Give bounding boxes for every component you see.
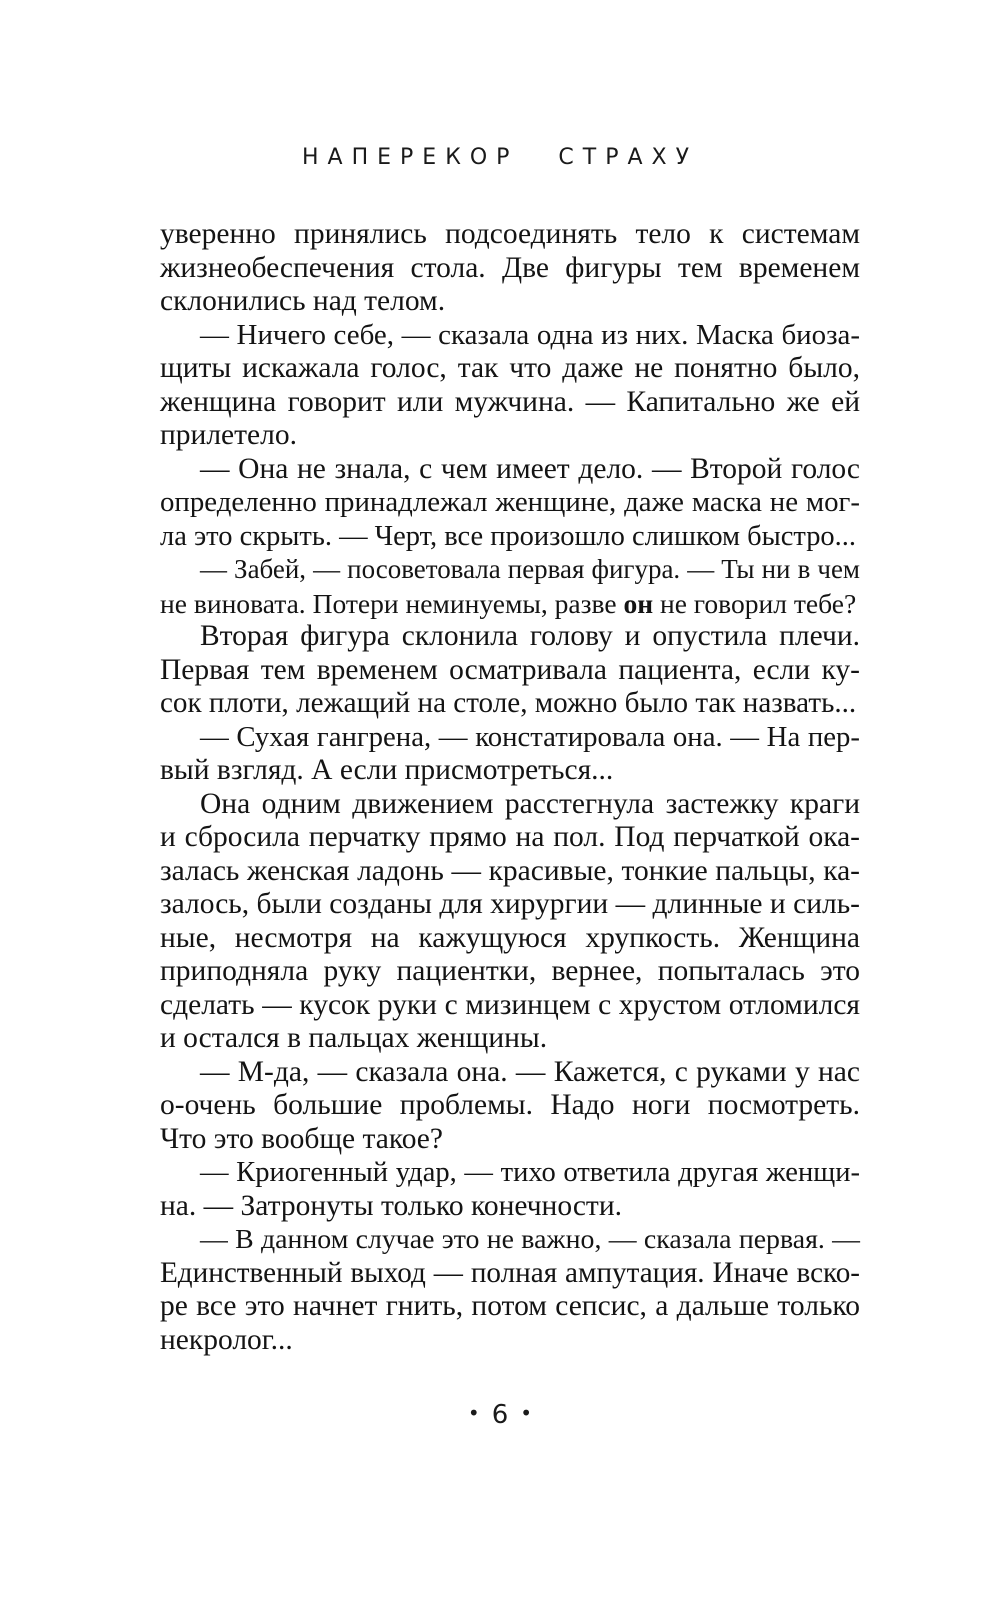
- text-line: ре все это начнет гнить, потом сепсис, а дальше только: [160, 1290, 860, 1322]
- text-line: — Забей, — посоветовала первая фигура. — Ты ни в чем: [200, 554, 860, 584]
- text-line: ные, несмотря на кажущуюся хрупкость. Женщина: [160, 921, 860, 954]
- text-line: приподняла руку пациентки, вернее, попыталась это: [160, 955, 860, 987]
- text-line: — Она не знала, с чем имеет дело. — Второй голос: [200, 452, 860, 485]
- text-line: — Криогенный удар, — тихо ответила другая женщи-: [200, 1157, 860, 1188]
- text-line: прилетело.: [160, 419, 297, 451]
- text-line: — Сухая гангрена, — констатировала она. — На пер-: [200, 720, 860, 753]
- text-line: жизнеобеспечения стола. Две фигуры тем временем: [160, 251, 860, 284]
- text-line: Вторая фигура склонила голову и опустила плечи.: [200, 620, 860, 652]
- text-line: уверенно принялись подсоединять тело к системам: [160, 218, 860, 250]
- text-line: Она одним движением расстегнула застежку краги: [200, 787, 860, 820]
- text-line: Что это вообще такое?: [160, 1122, 443, 1155]
- text-line: определенно принадлежал женщине, даже маска не мог-: [160, 486, 860, 518]
- folio-dot-left: •: [467, 1401, 480, 1425]
- text-line: сделать — кусок руки с мизинцем с хрустом отломился: [160, 988, 860, 1021]
- text-line: склонились над телом.: [160, 285, 446, 317]
- text-line: — М-да, — сказала она. — Кажется, с руками у нас: [200, 1055, 860, 1088]
- emphasis-word: он: [623, 587, 654, 619]
- text-line: залась женская ладонь — красивые, тонкие пальцы, ка-: [160, 854, 860, 887]
- text-line: ла это скрыть. — Черт, все произошло слишком быстро...: [160, 520, 857, 552]
- body-text: [160, 218, 860, 1357]
- text-line: — В данном случае это не важно, — сказала первая. —: [200, 1224, 860, 1255]
- text-line: о-очень большие проблемы. Надо ноги посмотреть.: [160, 1089, 860, 1121]
- text-line: Первая тем временем осматривала пациента, если ку-: [160, 653, 860, 686]
- text-line: сок плоти, лежащий на столе, можно было так назвать...: [160, 687, 857, 719]
- page-number: 6: [491, 1400, 509, 1430]
- text-line: некролог...: [160, 1323, 293, 1356]
- running-head: НАПЕРЕКОР СТРАХУ: [302, 145, 698, 170]
- text-line: и сбросила перчатку прямо на пол. Под перчаткой ока-: [160, 821, 860, 853]
- text-line: и остался в пальцах женщины.: [160, 1022, 548, 1054]
- text-line: не виновата. Потери неминуемы, разве он не говорил тебе?: [160, 587, 857, 619]
- text-line: на. — Затронуты только конечности.: [160, 1189, 622, 1222]
- text-line: Единственный выход — полная ампутация. Иначе вско-: [160, 1256, 860, 1289]
- text-line: щиты искажала голос, так что даже не понятно было,: [160, 352, 860, 384]
- text-line: — Ничего себе, — сказала одна из них. Маска биоза-: [200, 318, 860, 351]
- page-number-footer: [0, 1400, 1000, 1430]
- folio-dot-right: •: [520, 1401, 533, 1425]
- text-line: женщина говорит или мужчина. — Капитально же ей: [160, 385, 860, 418]
- text-line: залось, были созданы для хирургии — длинные и силь-: [160, 888, 860, 920]
- text-line: вый взгляд. А если присмотреться...: [160, 754, 614, 786]
